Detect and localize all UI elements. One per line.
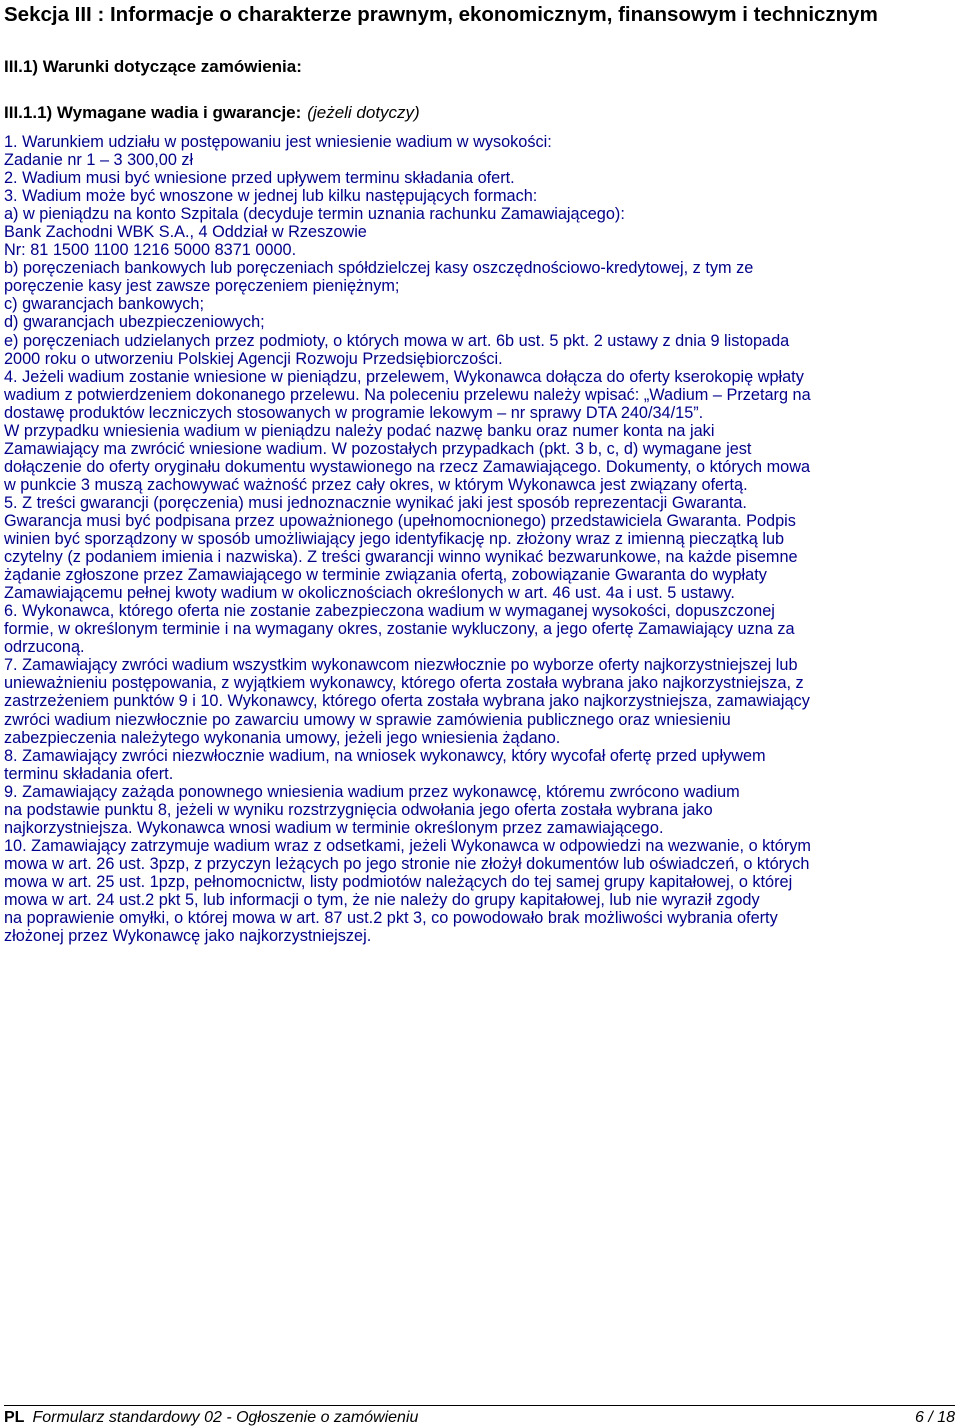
body-line: 9. Zamawiający zażąda ponownego wniesienia wadium przez wykonawcę, któremu zwrócono wadium [4, 782, 740, 801]
body-line: poręczenie kasy jest zawsze poręczeniem pieniężnym; [4, 277, 400, 296]
body-line: wadium z potwierdzeniem dokonanego przelewu. Na poleceniu przelewu należy wpisać: „Wadium – Przetarg na [4, 385, 811, 404]
body-line: Nr: 81 1500 1100 1216 5000 8371 0000. [4, 241, 297, 260]
body-line: Zamawiający ma zwrócić wniesione wadium. W pozostałych przypadkach (pkt. 3 b, c, d) wymagane jest [4, 439, 752, 458]
body-line: a) w pieniądzu na konto Szpitala (decyduje termin uznania rachunku Zamawiającego): [4, 205, 625, 224]
body-line: terminu składania ofert. [4, 764, 174, 783]
body-line: złożonej przez Wykonawcę jako najkorzystniejszej. [4, 927, 372, 946]
body-line: zastrzeżeniem punktów 9 i 10. Wykonawcy, którego oferta została wybrana jako najkorzystniejsza, zamawiający [4, 692, 810, 711]
body-line: w punkcie 3 muszą zachowywać ważność przez cały okres, w którym Wykonawca jest związany ofertą. [4, 475, 748, 494]
body-line: Zamawiającemu pełnej kwoty wadium w okolicznościach określonych w art. 46 ust. 4a i ust. 5 ustawy. [4, 584, 735, 603]
body-line: unieważnieniu postępowania, z wyjątkiem wykonawcy, którego oferta została wybrana jako najkorzystniejsza, z [4, 674, 804, 693]
body-line: 7. Zamawiający zwróci wadium wszystkim wykonawcom niezwłocznie po wyborze oferty najkorzystniejszej lub [4, 656, 798, 675]
body-line: e) poręczeniach udzielanych przez podmioty, o których mowa w art. 6b ust. 5 pkt. 2 ustawy z dnia 9 listopada [4, 331, 790, 350]
body-line: mowa w art. 25 ust. 1pzp, pełnomocnictw, listy podmiotów należących do tej samej grupy kapitałowej, o której [4, 872, 793, 891]
body-line: 6. Wykonawca, którego oferta nie zostanie zabezpieczona wadium w wymaganej wysokości, dopuszczonej [4, 602, 775, 621]
body-line: c) gwarancjach bankowych; [4, 295, 204, 314]
body-line: najkorzystniejsza. Wykonawca wnosi wadium w terminie określonym przez zamawiającego. [4, 818, 664, 837]
footer-language: PL [4, 1409, 25, 1426]
subsection-note: (jeżeli dotyczy) [307, 103, 420, 122]
body-line: 3. Wadium może być wnoszone w jednej lub kilku następujących formach: [4, 187, 538, 206]
document-page [4, 0, 954, 945]
body-line: na poprawienie omyłki, o której mowa w art. 87 ust.2 pkt 3, co powodowało brak możliwości wybrania oferty [4, 909, 778, 928]
body-line: zwróci wadium niezwłocznie po zawarciu umowy w sprawie zamówienia publicznego oraz wniesieniu [4, 710, 731, 729]
body-text [4, 133, 954, 945]
body-line: 2000 roku o utworzeniu Polskiej Agencji Rozwoju Przedsiębiorczości. [4, 349, 503, 368]
body-line: 4. Jeżeli wadium zostanie wniesione w pieniądzu, przelewem, Wykonawca dołącza do oferty kserokopię wpłaty [4, 367, 804, 386]
body-line: 1. Warunkiem udziału w postępowaniu jest wniesienie wadium w wysokości: [4, 133, 552, 151]
footer-form-name: Formularz standardowy 02 - Ogłoszenie o zamówieniu [32, 1409, 419, 1426]
body-line: mowa w art. 24 ust.2 pkt 5, lub informacji o tym, że nie należy do grupy kapitałowej, lub nie wyraził zgody [4, 890, 760, 909]
body-line: żądanie zgłoszone przez Zamawiającego w terminie związania ofertą, zobowiązanie Gwaranta do wypłaty [4, 566, 767, 585]
subsection-label: III.1.1) Wymagane wadia i gwarancje: [4, 103, 302, 122]
footer-page-number: 6 / 18 [914, 1409, 955, 1426]
body-line: 5. Z treści gwarancji (poręczenia) musi jednoznacznie wynikać jaki jest sposób reprezentacji Gwaranta. [4, 493, 747, 512]
body-line: 10. Zamawiający zatrzymuje wadium wraz z odsetkami, jeżeli Wykonawca w odpowiedzi na wezwanie, o którym [4, 836, 811, 855]
body-line: 8. Zamawiający zwróci niezwłocznie wadium, na wniosek wykonawcy, który wycofał ofertę przed upływem [4, 746, 766, 765]
body-line: Gwarancja musi być podpisana przez upoważnionego (upełnomocnionego) przedstawiciela Gwaranta. Podpis [4, 511, 796, 530]
body-line: W przypadku wniesienia wadium w pieniądzu należy podać nazwę banku oraz numer konta na jaki [4, 421, 715, 440]
body-line: na podstawie punktu 8, jeżeli w wyniku rozstrzygnięcia odwołania jego oferta została wybrana jako [4, 800, 713, 819]
body-line: Bank Zachodni WBK S.A., 4 Oddział w Rzeszowie [4, 223, 367, 242]
body-line: zabezpieczenia należytego wykonania umowy, jeżeli jego wniesienia żądano. [4, 728, 561, 747]
subsection-heading: III.1) Warunki dotyczące zamówienia: [4, 57, 302, 76]
body-line: b) poręczeniach bankowych lub poręczeniach spółdzielczej kasy oszczędnościowo-kredytowej, z tym ze [4, 259, 754, 278]
body-line: formie, w określonym terminie i na wymagany okres, zostanie wykluczony, a jego ofertę Zamawiający uzna za [4, 620, 795, 639]
body-line: winien być sporządzony w sposób umożliwiający jego identyfikację np. złożony wraz z imienną pieczątką lub [4, 530, 785, 549]
body-line: 2. Wadium musi być wniesione przed upływem terminu składania ofert. [4, 169, 515, 188]
subsection-heading-guarantees [4, 103, 954, 123]
body-line: Zadanie nr 1 – 3 300,00 zł [4, 151, 194, 170]
body-line: d) gwarancjach ubezpieczeniowych; [4, 313, 265, 332]
body-line: dostawę produktów leczniczych stosowanych w programie lekowym – nr sprawy DTA 240/34/15”. [4, 403, 704, 422]
body-line: czytelny (z podaniem imienia i nazwiska). Z treści gwarancji winno wynikać bezwarunkowe, na każde pisemne [4, 548, 798, 567]
section-title: Sekcja III : Informacje o charakterze prawnym, ekonomicznym, finansowym i technicznym [4, 3, 878, 26]
page-footer [4, 1405, 955, 1427]
body-line: mowa w art. 26 ust. 3pzp, z przyczyn leżących po jego stronie nie złożył dokumentów lub oświadczeń, o których [4, 854, 810, 873]
body-line: dołączenie do oferty oryginału dokumentu wystawionego na rzecz Zamawiającego. Dokumenty, o których mowa [4, 457, 811, 476]
body-line: odrzuconą. [4, 638, 85, 657]
